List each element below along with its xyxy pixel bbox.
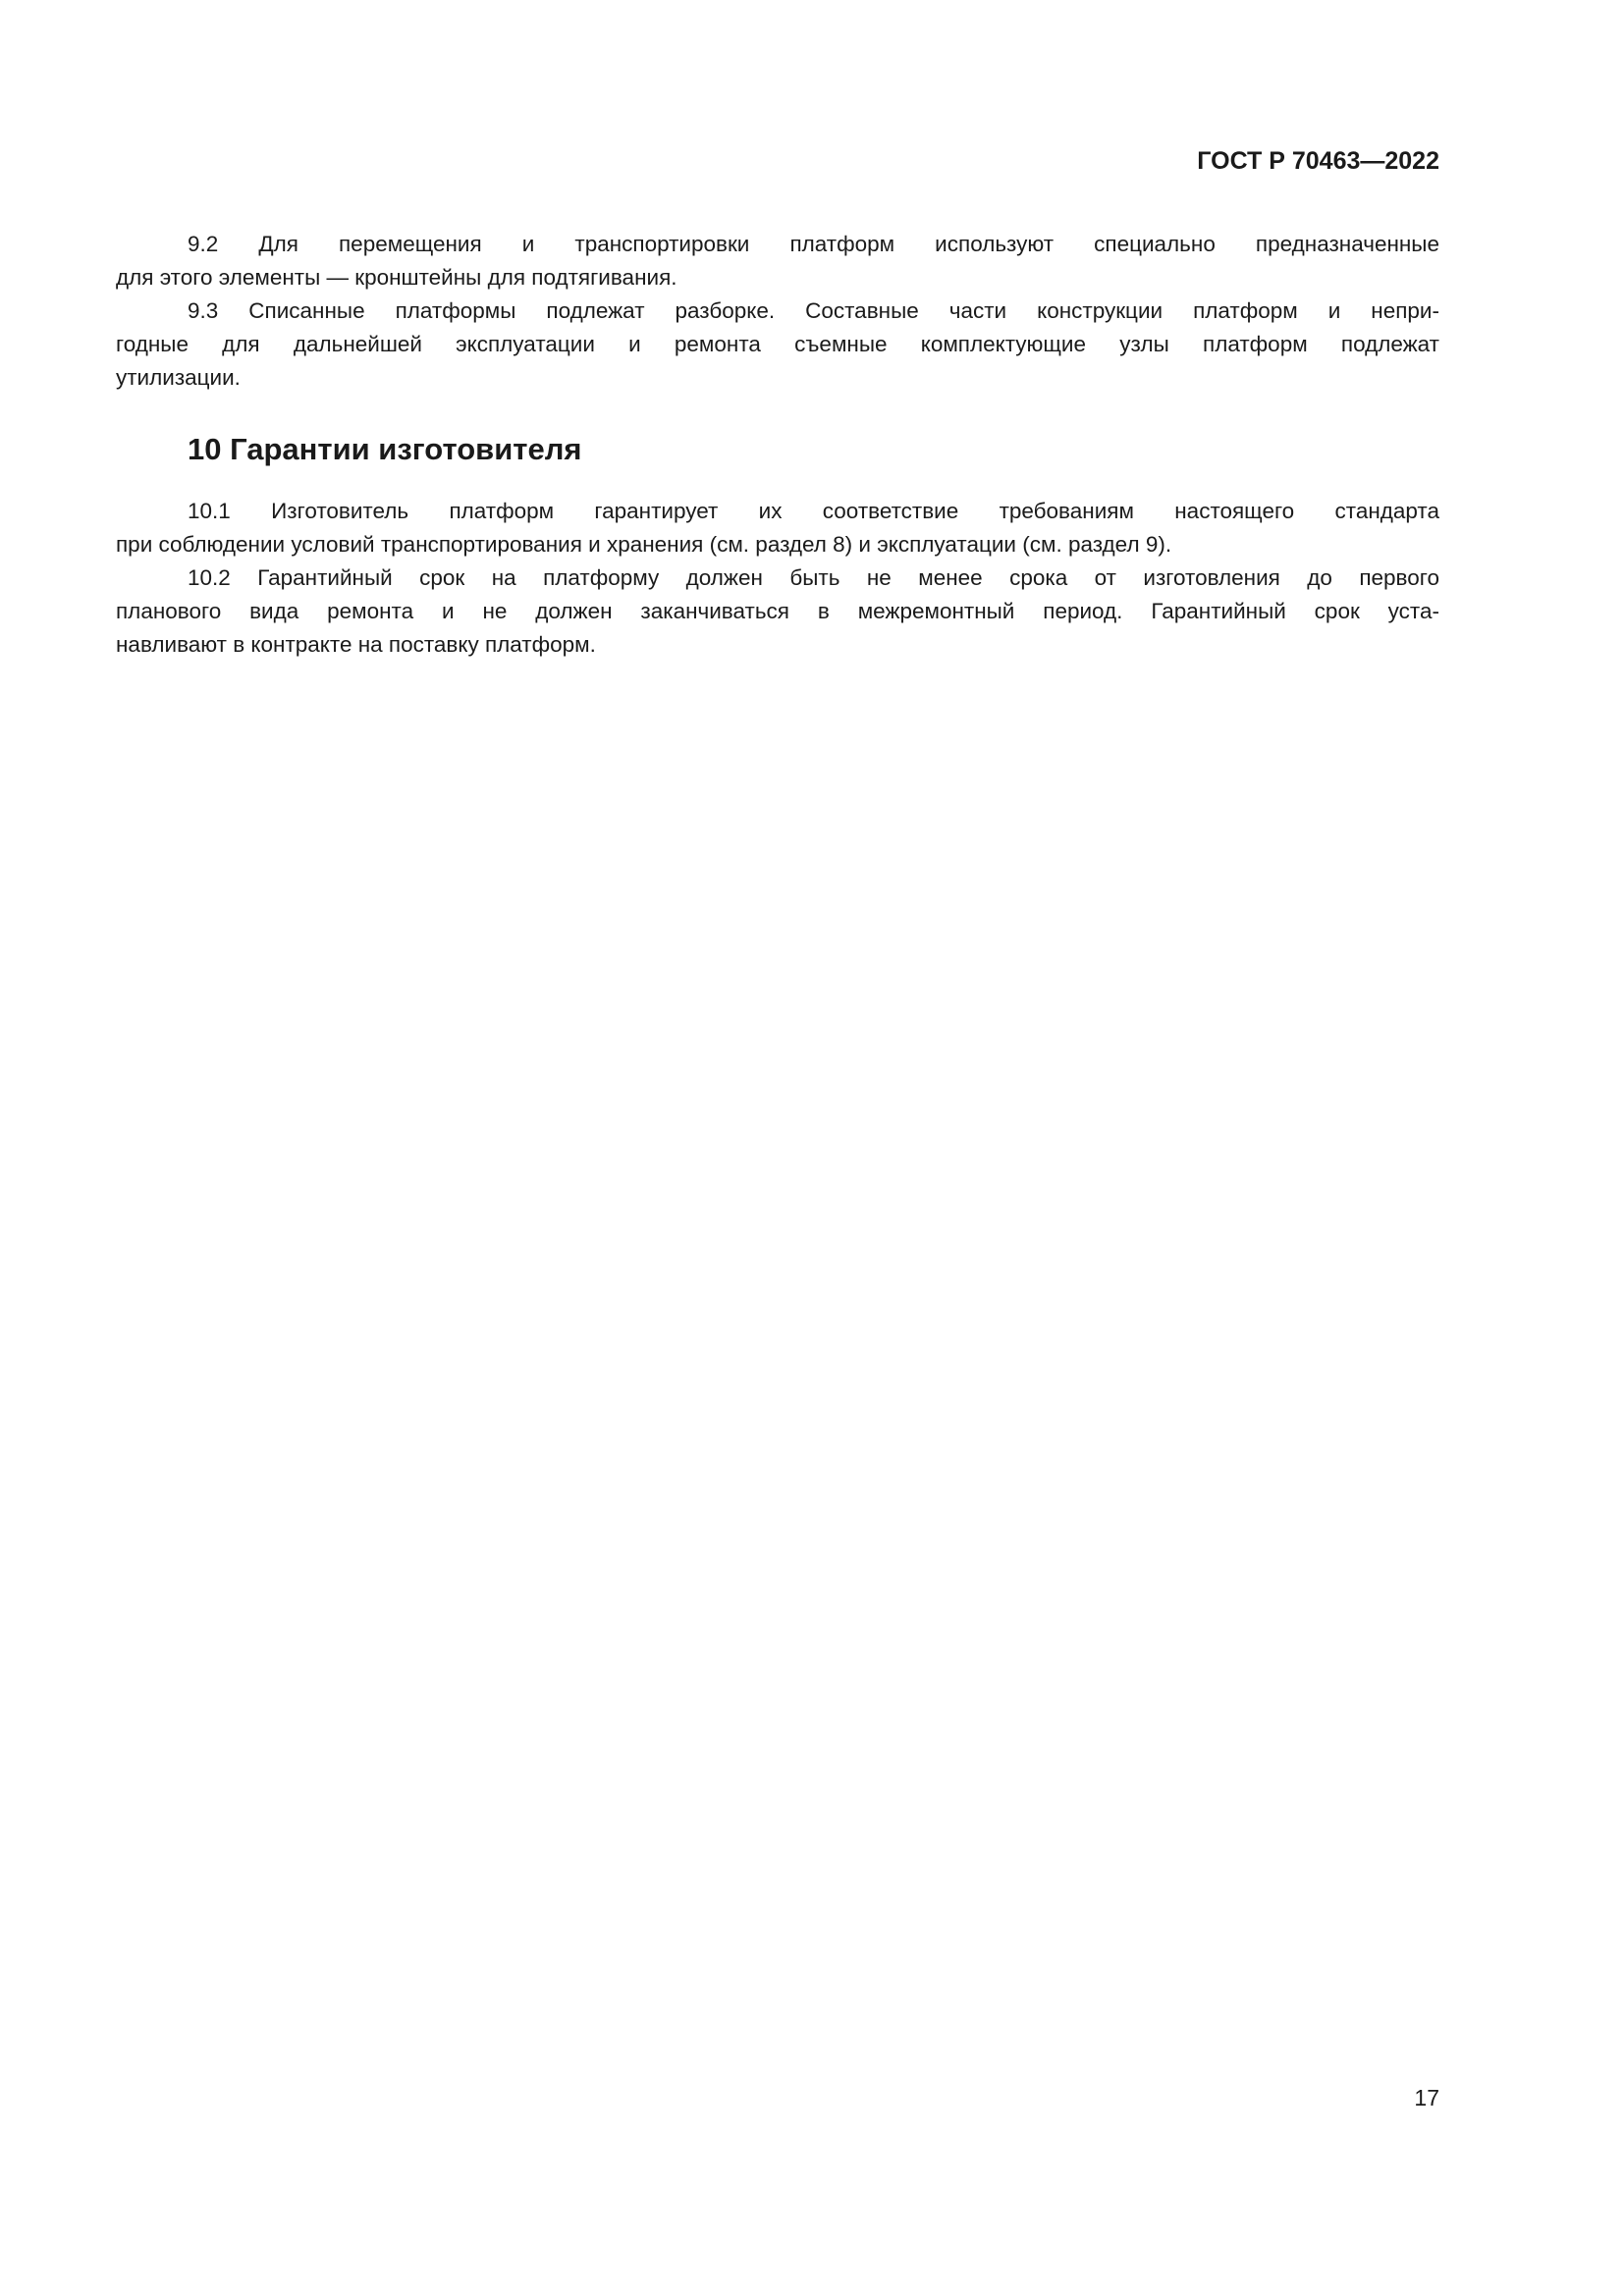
paragraph-10-2-line: 10.2 Гарантийный срок на платформу должен быть не менее срока от изготовления до первого — [188, 565, 1439, 590]
paragraph-10-1-line: при соблюдении условий транспортирования и хранения (см. раздел 8) и эксплуатации (см. раздел 9). — [116, 532, 1172, 557]
section-10-heading: 10 Гарантии изготовителя — [188, 432, 582, 466]
paragraph-10-1-line: 10.1 Изготовитель платформ гарантирует их соответствие требованиям настоящего стандарта — [188, 499, 1439, 523]
section-10-text — [116, 495, 1439, 662]
paragraph-10-2-line: планового вида ремонта и не должен заканчиваться в межремонтный период. Гарантийный срок уста- — [116, 599, 1439, 623]
section-9-text — [116, 228, 1439, 395]
page-number: 17 — [1414, 2085, 1439, 2110]
paragraph-9-2-line: для этого элементы — кронштейны для подтягивания. — [116, 265, 677, 290]
paragraph-9-3-line: 9.3 Списанные платформы подлежат разборке. Составные части конструкции платформ и непри- — [188, 298, 1439, 323]
paragraph-10-2-line: навливают в контракте на поставку платформ. — [116, 632, 596, 657]
paragraph-9-2-line: 9.2 Для перемещения и транспортировки платформ используют специально предназначенные — [188, 232, 1439, 256]
document-code-header: ГОСТ Р 70463—2022 — [1197, 147, 1439, 175]
paragraph-9-3-line: годные для дальнейшей эксплуатации и ремонта съемные комплектующие узлы платформ подлежат — [116, 332, 1439, 356]
paragraph-9-3-line: утилизации. — [116, 365, 241, 390]
